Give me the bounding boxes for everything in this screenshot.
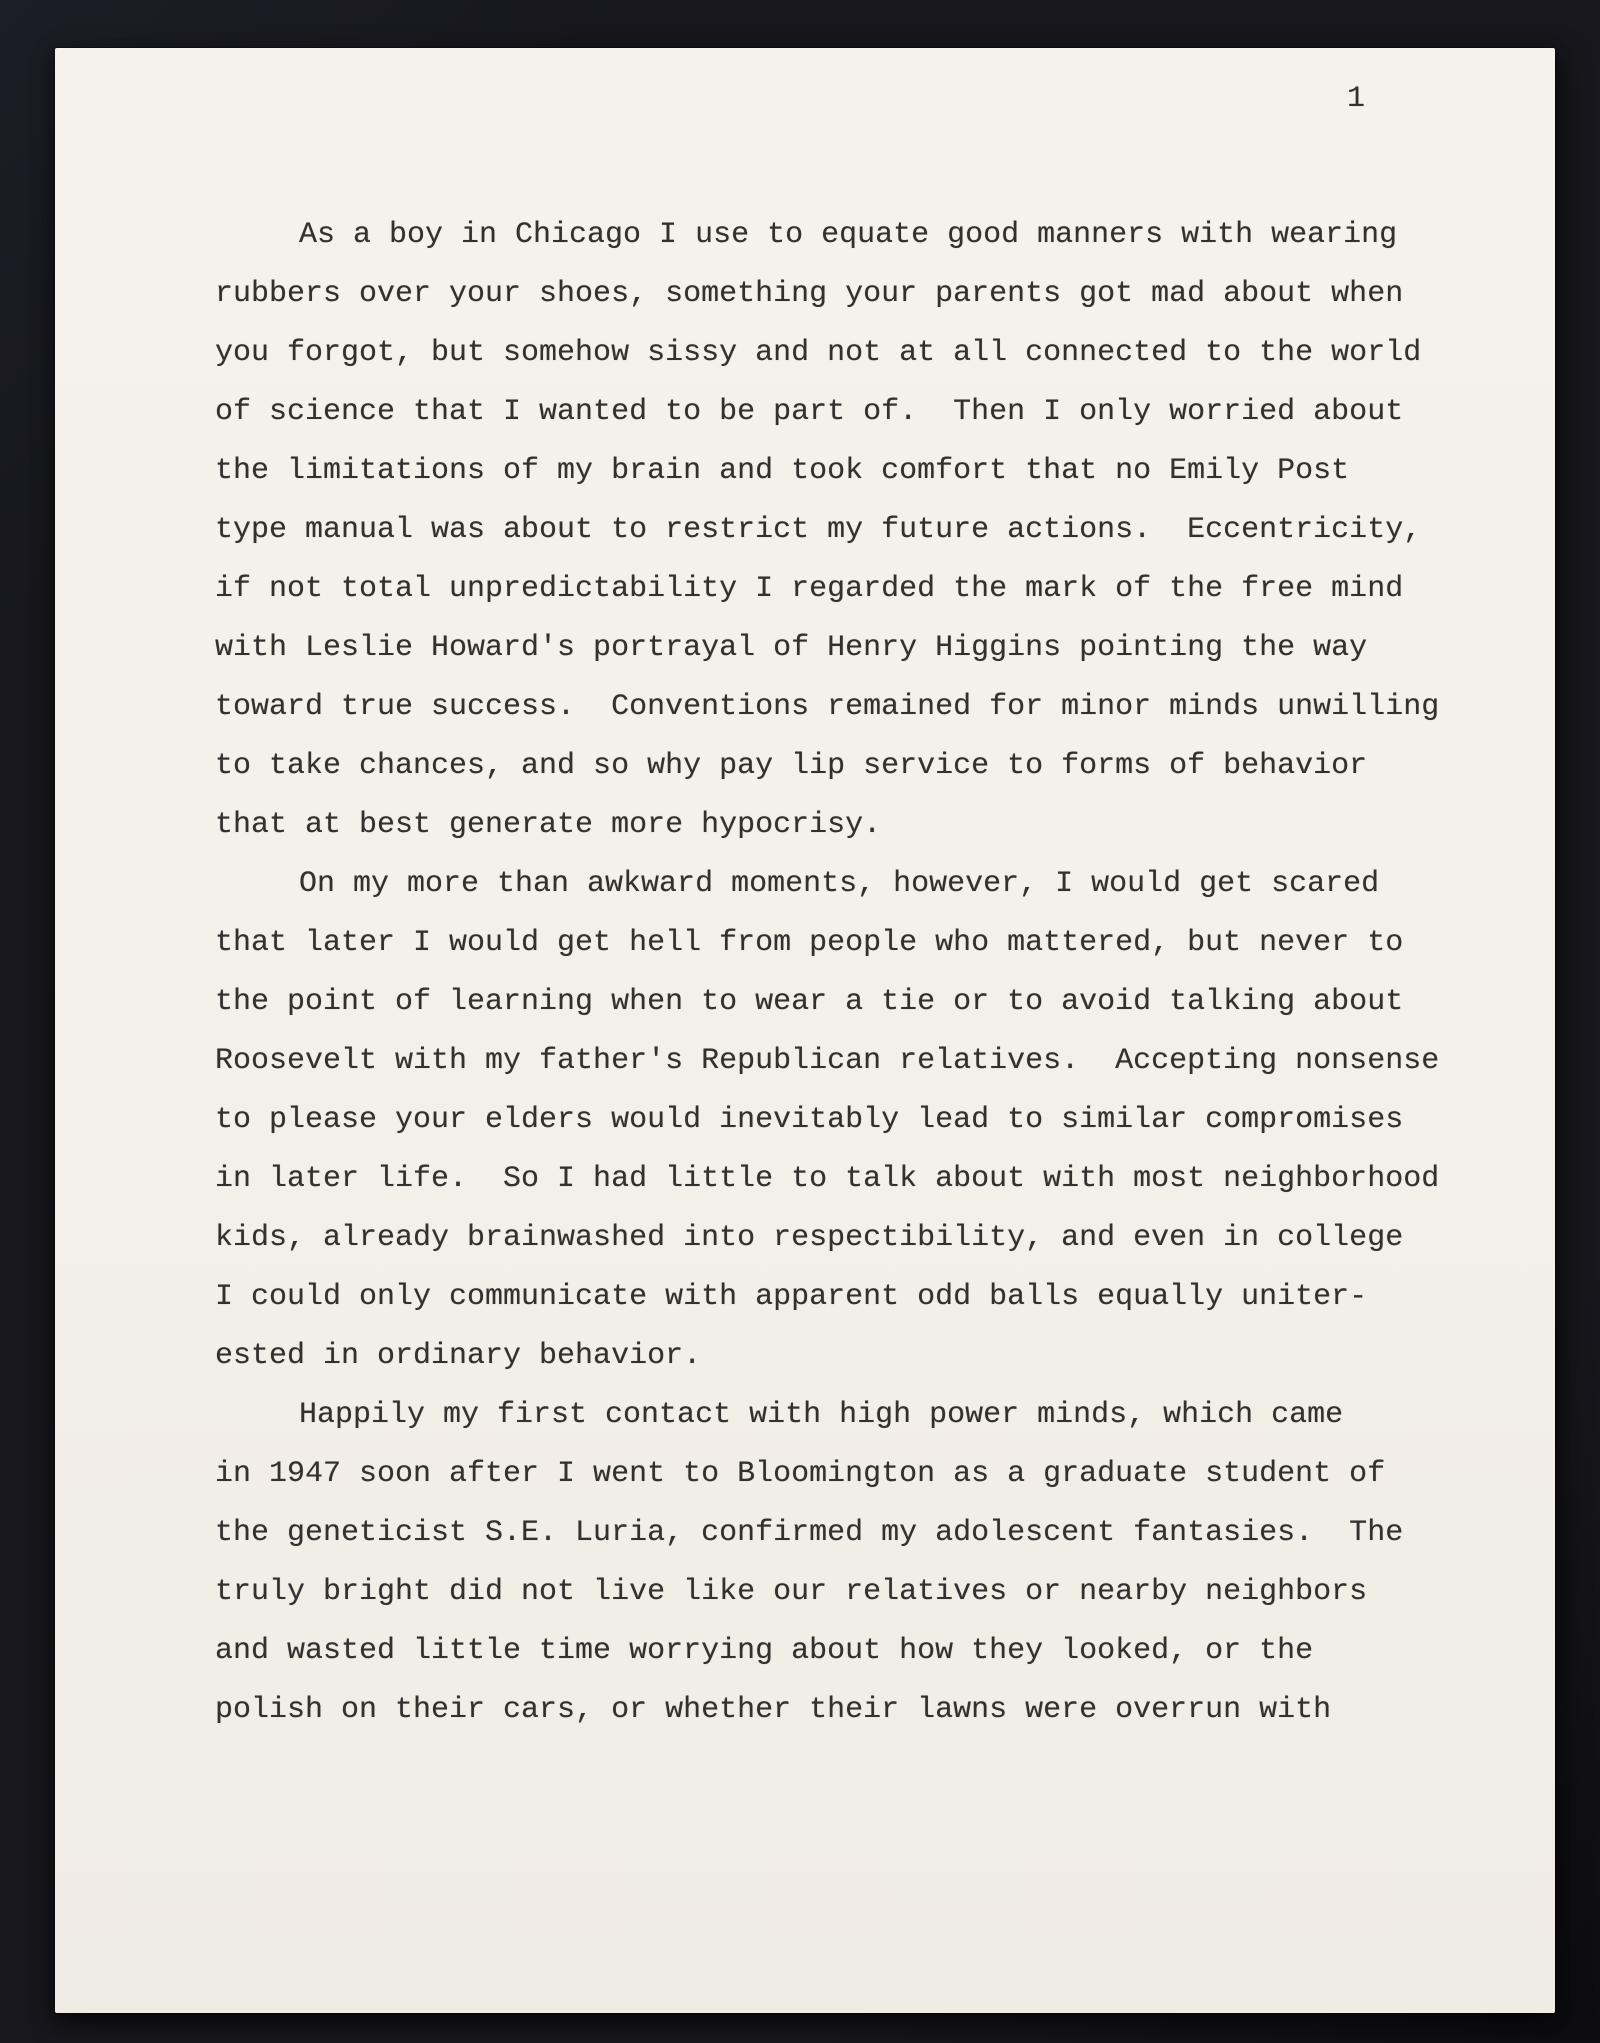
text-line: As a boy in Chicago I use to equate good manners with wearing xyxy=(299,218,1398,252)
text-line: in later life. So I had little to talk about with most neighborhood xyxy=(215,1162,1440,1196)
text-line: the limitations of my brain and took comfort that no Emily Post xyxy=(215,454,1350,488)
text-line: in 1947 soon after I went to Bloomington as a graduate student of xyxy=(215,1457,1386,1491)
text-line: and wasted little time worrying about how they looked, or the xyxy=(215,1634,1314,1668)
text-line: ested in ordinary behavior. xyxy=(215,1339,702,1373)
text-line: the geneticist S.E. Luria, confirmed my adolescent fantasies. The xyxy=(215,1516,1404,1550)
page-number: 1 xyxy=(1347,82,1366,116)
text-line: that at best generate more hypocrisy. xyxy=(215,808,882,842)
text-line: kids, already brainwashed into respectibility, and even in college xyxy=(215,1221,1404,1255)
text-line: the point of learning when to wear a tie or to avoid talking about xyxy=(215,985,1404,1019)
text-line: type manual was about to restrict my future actions. Eccentricity, xyxy=(215,513,1422,547)
text-line: to please your elders would inevitably lead to similar compromises xyxy=(215,1103,1404,1137)
text-line: if not total unpredictability I regarded the mark of the free mind xyxy=(215,572,1404,606)
text-line: toward true success. Conventions remained for minor minds unwilling xyxy=(215,690,1440,724)
text-line: truly bright did not live like our relatives or nearby neighbors xyxy=(215,1575,1368,1609)
text-line: Happily my first contact with high power minds, which came xyxy=(299,1398,1344,1432)
text-line: On my more than awkward moments, however, I would get scared xyxy=(299,867,1380,901)
text-line: that later I would get hell from people who mattered, but never to xyxy=(215,926,1404,960)
text-line: I could only communicate with apparent odd balls equally uniter- xyxy=(215,1280,1368,1314)
text-line: to take chances, and so why pay lip service to forms of behavior xyxy=(215,749,1368,783)
document-page xyxy=(55,48,1555,2013)
text-line: polish on their cars, or whether their lawns were overrun with xyxy=(215,1693,1332,1727)
text-line: you forgot, but somehow sissy and not at all connected to the world xyxy=(215,336,1422,370)
text-line: rubbers over your shoes, something your parents got mad about when xyxy=(215,277,1404,311)
text-line: with Leslie Howard's portrayal of Henry Higgins pointing the way xyxy=(215,631,1368,665)
text-line: Roosevelt with my father's Republican relatives. Accepting nonsense xyxy=(215,1044,1440,1078)
text-line: of science that I wanted to be part of. Then I only worried about xyxy=(215,395,1404,429)
typed-text-block xyxy=(215,206,1475,1740)
